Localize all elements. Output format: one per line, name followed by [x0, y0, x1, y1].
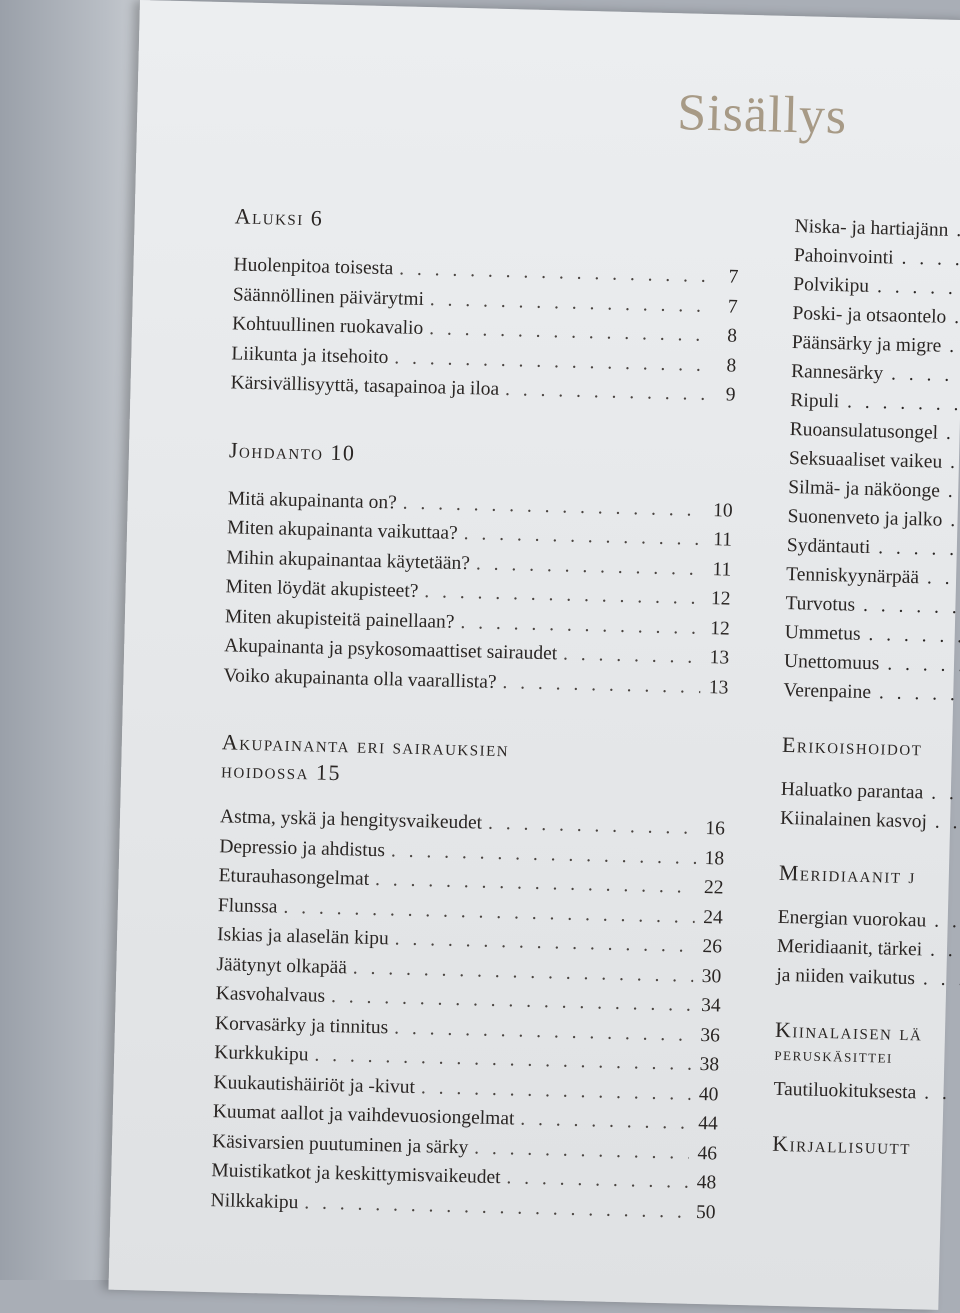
toc-entry-page: 16 — [705, 818, 726, 840]
dot-leader — [402, 492, 704, 521]
dot-leader — [488, 813, 697, 840]
dot-leader — [474, 1137, 689, 1164]
dot-leader — [927, 567, 960, 593]
dot-leader — [948, 481, 960, 506]
right-entry-list — [780, 779, 960, 844]
section-title: Aluksi 6 — [234, 203, 324, 231]
toc-entry-page: 10 — [712, 499, 733, 522]
dot-leader — [949, 336, 960, 361]
toc-entry-page: 26 — [702, 936, 723, 958]
toc-entry-page: 40 — [698, 1083, 719, 1105]
toc-entry-label: ja niiden vaikutus — [776, 964, 916, 990]
toc-entry-label: Käsivarsien puutuminen ja särky — [211, 1130, 469, 1158]
toc-entry-page: 11 — [712, 529, 733, 551]
toc-entry-label: Akupainanta ja psykosomaattiset sairaudet — [223, 635, 558, 665]
dot-leader — [887, 653, 960, 680]
toc-entry-label: Kiinalainen kasvoj — [779, 807, 928, 833]
right-entry-list — [776, 907, 960, 1001]
toc-entry-label: Nilkkakipu — [210, 1189, 299, 1213]
toc-entry-page: 22 — [703, 877, 724, 899]
dot-leader — [863, 595, 960, 622]
toc-entry-page: 46 — [697, 1142, 718, 1164]
toc-entry-page: 9 — [725, 384, 736, 406]
toc-entry-label: Polvikipu — [792, 274, 870, 297]
dot-leader — [877, 276, 960, 303]
dot-leader — [954, 307, 960, 332]
dot-leader — [563, 644, 701, 669]
entry-list — [223, 488, 733, 707]
toc-entry-label: Tautiluokituksesta — [773, 1078, 917, 1104]
dot-leader — [502, 672, 700, 699]
toc-entry-page: 44 — [697, 1112, 718, 1135]
section-title — [221, 728, 727, 796]
toc-entry-label: Kuukautishäiriöt ja -kivut — [213, 1071, 416, 1098]
toc-entry-label: Meridiaanit, tärkei — [776, 935, 923, 961]
toc-entry-label: Miten akupisteitä painellaan? — [224, 605, 455, 633]
entry-list — [230, 254, 738, 414]
toc-entry-label: Mihin akupainantaa käytetään? — [226, 546, 471, 574]
dot-leader — [950, 510, 960, 535]
toc-entry-page: 12 — [710, 617, 731, 640]
toc-entry-label: Tenniskyynärpää — [785, 563, 920, 589]
section-title-kiinalaisen: Kiinalaisen lä — [774, 1016, 923, 1046]
toc-entry-page: 12 — [710, 588, 731, 610]
toc-entry-label: Rannesärky — [790, 361, 884, 385]
toc-entry-page: 24 — [703, 906, 724, 929]
dot-leader — [520, 1109, 690, 1135]
dot-leader — [956, 220, 960, 245]
dot-leader — [460, 612, 702, 640]
toc-entry-label: Päänsärky ja migre — [791, 332, 942, 357]
dot-leader — [923, 968, 960, 994]
toc-entry-label: Astma, yskä ja hengitysvaikeudet — [219, 806, 483, 834]
section-title-erikoishoidot: Erikoishoidot — [781, 731, 923, 761]
book-page — [108, 0, 960, 1310]
toc-entry-label: Kurkkukipu — [214, 1042, 309, 1066]
toc-entry-page: 7 — [728, 266, 739, 288]
toc-entry-label: Silmä- ja näköonge — [788, 476, 941, 502]
dot-leader — [506, 1167, 688, 1193]
section-title-line1: Akupainanta eri sairauksien — [221, 729, 510, 762]
section-johdanto — [223, 436, 734, 707]
dot-leader — [934, 911, 960, 936]
dot-leader — [505, 379, 708, 406]
toc-entry-page: 30 — [701, 965, 722, 987]
toc-entry-page: 38 — [699, 1053, 720, 1076]
toc-entry-label: Suonenveto ja jalko — [787, 505, 943, 531]
toc-entry-label: Verenpaine — [783, 679, 872, 704]
section-title-kiinalaisen-line2: peruskäsittei — [774, 1043, 894, 1067]
dot-leader — [868, 624, 960, 651]
dot-leader — [901, 248, 960, 275]
dot-leader — [891, 363, 960, 390]
toc-entry-label: Turvotus — [785, 592, 856, 616]
toc-entry-label: Energian vuorokau — [777, 906, 927, 932]
toc-entry-label: Liikunta ja itsehoito — [231, 342, 389, 368]
toc-entry-label: Voiko akupainanta olla vaarallista? — [223, 664, 497, 693]
toc-entry-page: 11 — [712, 558, 732, 581]
dot-leader — [879, 682, 960, 709]
toc-entry-label: Flunssa — [217, 894, 278, 918]
toc-entry-label: Ruoansulatusongel — [789, 419, 939, 444]
section-sairaudet — [210, 728, 727, 1231]
toc-entry-label: Ripuli — [790, 390, 840, 413]
toc-entry-label: Mitä akupainanta on? — [227, 487, 398, 513]
toc-entry-label: Unettomuus — [783, 650, 880, 675]
toc-entry-page: 18 — [704, 847, 725, 870]
toc-right-column — [772, 216, 960, 1165]
toc-entry-page: 13 — [708, 676, 729, 699]
toc-entry-label: Iskias ja alaselän kipu — [216, 924, 390, 950]
section-title-kirjallisuus: Kirjallisuutt — [771, 1130, 912, 1160]
toc-entry-label: Ummetus — [784, 621, 861, 645]
toc-entry-label: Miten akupainanta vaikuttaa? — [226, 517, 458, 544]
dot-leader — [847, 391, 960, 419]
dot-leader — [930, 940, 960, 966]
dot-leader — [950, 452, 960, 477]
dot-leader — [924, 1082, 960, 1108]
dot-leader — [463, 523, 704, 551]
toc-entry-label: Poski- ja otsaontelo — [792, 303, 947, 328]
toc-entry-label: Haluatko parantaa — [780, 778, 924, 804]
toc-entry-label: Muistikatkot ja keskittymisvaikeudet — [211, 1160, 501, 1189]
toc-entry-label: Jäätynyt olkapää — [216, 953, 348, 978]
toc-entry-label: Seksuaaliset vaikeu — [788, 447, 943, 473]
toc-entry-label: Kärsivällisyyttä, tasapainoa ja iloa — [230, 372, 500, 400]
page-title: Sisällys — [676, 84, 848, 146]
dot-leader — [935, 812, 960, 838]
toc-entry-page: 48 — [696, 1171, 717, 1194]
dot-leader — [931, 783, 960, 809]
dot-leader — [878, 537, 960, 564]
toc-entry-page: 34 — [700, 995, 721, 1017]
right-entry-list — [783, 216, 960, 716]
toc-entry-label: Pahoinvointi — [793, 245, 894, 269]
dot-leader — [399, 258, 711, 288]
toc-entry-page: 8 — [726, 354, 737, 377]
toc-entry-page: 13 — [709, 647, 730, 669]
toc-entry-page: 8 — [726, 325, 738, 347]
section-title: Johdanto 10 — [228, 436, 356, 465]
toc-entry-label: Säännöllinen päivärytmi — [232, 283, 425, 310]
section-title-line2: hoidossa 15 — [220, 757, 342, 786]
toc-entry-label: Depressio ja ahdistus — [219, 835, 386, 861]
toc-entry-label: Sydäntauti — [786, 534, 871, 559]
toc-entry-label: Korvasärky ja tinnitus — [214, 1012, 389, 1038]
section-aluksi — [230, 202, 740, 414]
dot-leader — [946, 423, 960, 449]
toc-entry-label: Kohtuullinen ruokavalio — [231, 313, 424, 340]
toc-entry-page: 7 — [727, 295, 738, 318]
toc-entry-label: Miten löydät akupisteet? — [225, 576, 419, 602]
entry-list — [210, 806, 725, 1231]
toc-entry-page: 50 — [695, 1201, 716, 1223]
toc-entry-label: Huolenpitoa toisesta — [233, 254, 394, 280]
toc-entry-label: Kuumat aallot ja vaihdevuosiongelmat — [212, 1101, 515, 1130]
toc-entry-label: Niska- ja hartiajänn — [794, 216, 949, 241]
toc-entry-label: Kasvohalvaus — [215, 983, 326, 1007]
toc-entry-label: Eturauhasongelmat — [218, 865, 370, 890]
toc-entry-page: 36 — [700, 1024, 721, 1046]
toc-left-column — [210, 202, 740, 1231]
dot-leader — [476, 553, 704, 581]
section-title-meridiaanit: Meridiaanit j — [778, 859, 917, 889]
